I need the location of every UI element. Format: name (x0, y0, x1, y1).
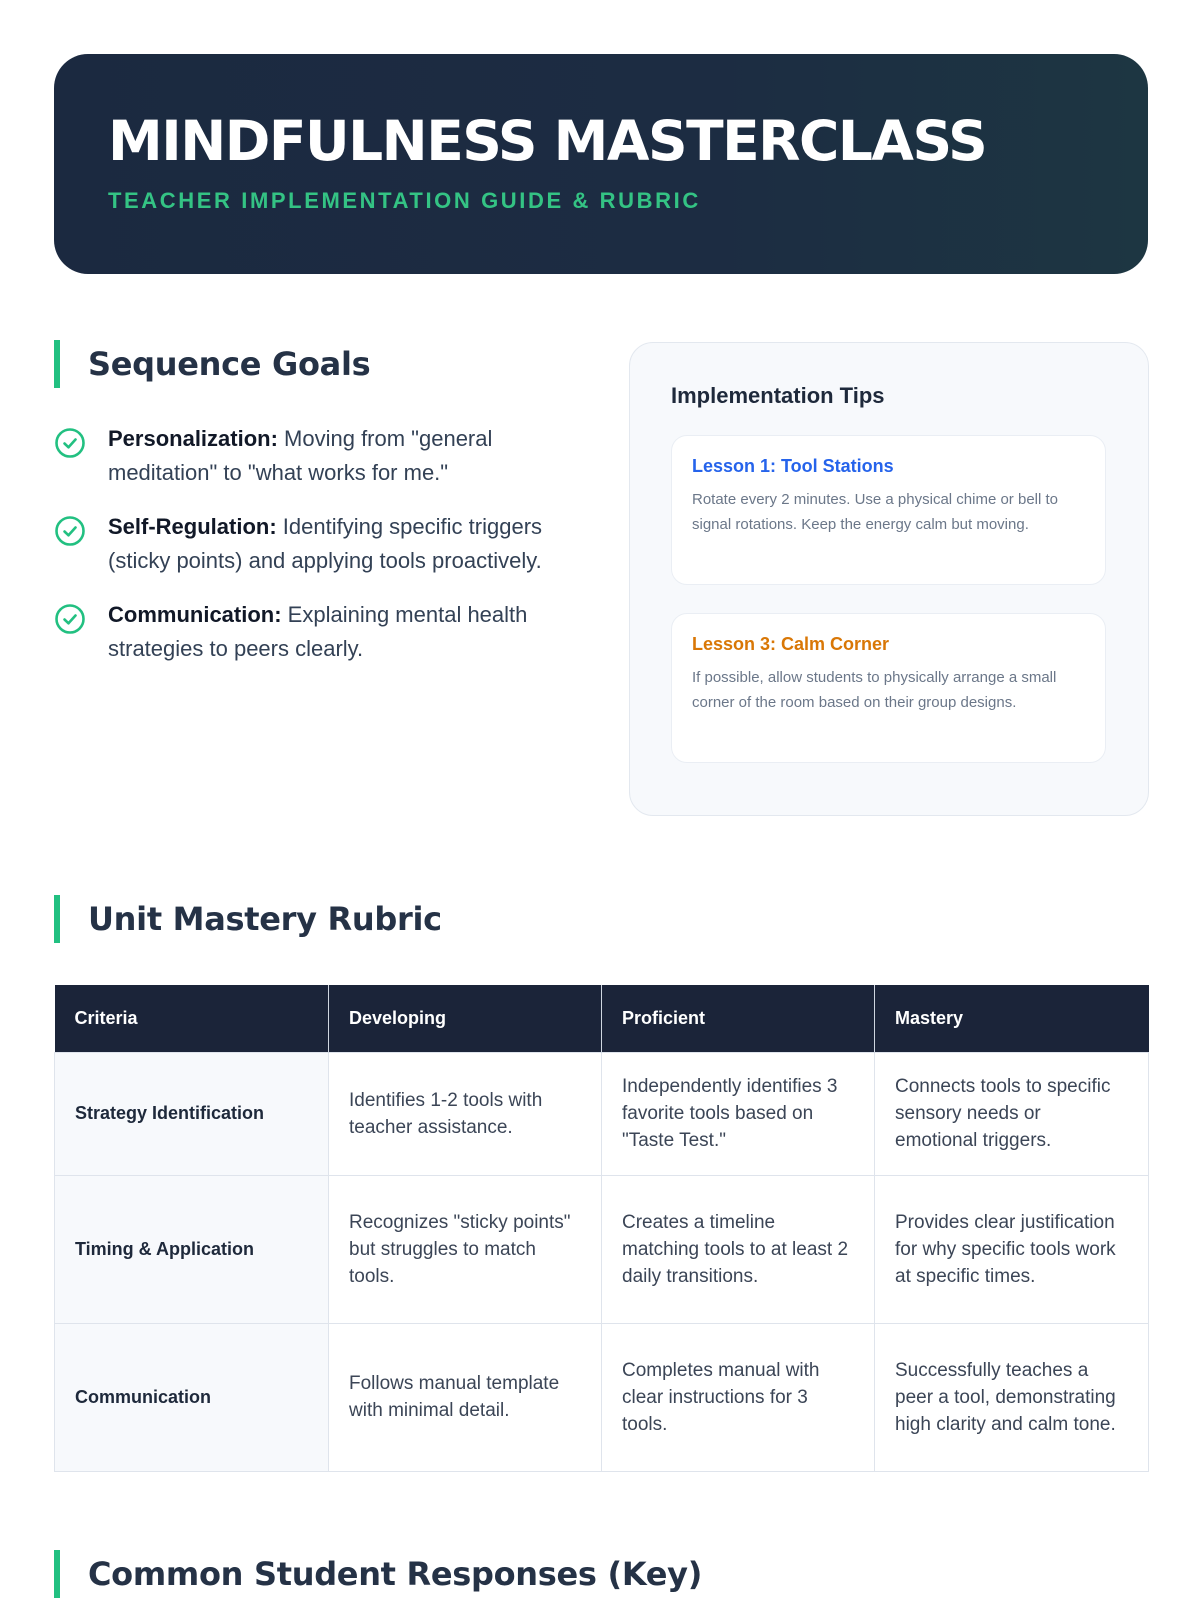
section-heading-rubric: Unit Mastery Rubric (54, 895, 442, 943)
table-cell: Connects tools to specific sensory needs or emotional triggers. (875, 1052, 1149, 1175)
table-cell: Independently identifies 3 favorite tools based on "Taste Test." (602, 1052, 875, 1175)
check-circle-icon (54, 427, 86, 459)
check-circle-icon (54, 515, 86, 547)
implementation-tips-card (629, 342, 1149, 816)
list-item (54, 598, 594, 666)
table-cell: Completes manual with clear instructions for 3 tools. (602, 1323, 875, 1471)
table-cell: Creates a timeline matching tools to at least 2 daily transitions. (602, 1175, 875, 1323)
goal-description: Explaining mental health strategies to peers clearly. (108, 602, 528, 661)
column-header: Proficient (602, 985, 875, 1052)
section-heading-goals: Sequence Goals (54, 340, 370, 388)
table-row (55, 1323, 1149, 1471)
goal-label: Communication: (108, 602, 282, 627)
table-cell: Recognizes "sticky points" but struggles to match tools. (329, 1175, 602, 1323)
table-cell: Provides clear justification for why specific tools work at specific times. (875, 1175, 1149, 1323)
goals-list (54, 422, 594, 686)
tip-heading: Lesson 3: Calm Corner (692, 634, 890, 654)
criteria-cell: Strategy Identification (55, 1052, 329, 1175)
goal-text (108, 598, 594, 666)
criteria-cell: Timing & Application (55, 1175, 329, 1323)
table-header-row (55, 985, 1149, 1052)
rubric-table (54, 985, 1149, 1472)
check-circle-icon (54, 603, 86, 635)
goal-label: Personalization: (108, 426, 278, 451)
list-item (54, 510, 594, 578)
tip-card (671, 613, 1106, 763)
table-cell: Follows manual template with minimal detail. (329, 1323, 602, 1471)
tip-card (671, 435, 1106, 585)
goal-text (108, 422, 594, 490)
table-row (55, 1052, 1149, 1175)
column-header: Mastery (875, 985, 1149, 1052)
column-header: Criteria (55, 985, 329, 1052)
table-cell: Identifies 1-2 tools with teacher assistance. (329, 1052, 602, 1175)
page-subtitle: TEACHER IMPLEMENTATION GUIDE & RUBRIC (108, 188, 701, 213)
goal-description: Moving from "general meditation" to "what works for me." (108, 426, 493, 485)
tip-heading: Lesson 1: Tool Stations (692, 456, 894, 476)
table-row (55, 1175, 1149, 1323)
criteria-cell: Communication (55, 1323, 329, 1471)
tip-body: Rotate every 2 minutes. Use a physical chime or bell to signal rotations. Keep the energy calm but moving. (692, 491, 1058, 533)
goal-description: Identifying specific triggers (sticky points) and applying tools proactively. (108, 514, 543, 573)
tip-body: If possible, allow students to physically arrange a small corner of the room based on their group designs. (692, 669, 1057, 711)
page-title: MINDFULNESS MASTERCLASS (108, 109, 987, 173)
goal-label: Self-Regulation: (108, 514, 277, 539)
table-cell: Successfully teaches a peer a tool, demonstrating high clarity and calm tone. (875, 1323, 1149, 1471)
goal-text (108, 510, 594, 578)
column-header: Developing (329, 985, 602, 1052)
page-header (54, 54, 1148, 274)
tips-title: Implementation Tips (671, 383, 885, 408)
section-heading-responses: Common Student Responses (Key) (54, 1550, 702, 1598)
list-item (54, 422, 594, 490)
